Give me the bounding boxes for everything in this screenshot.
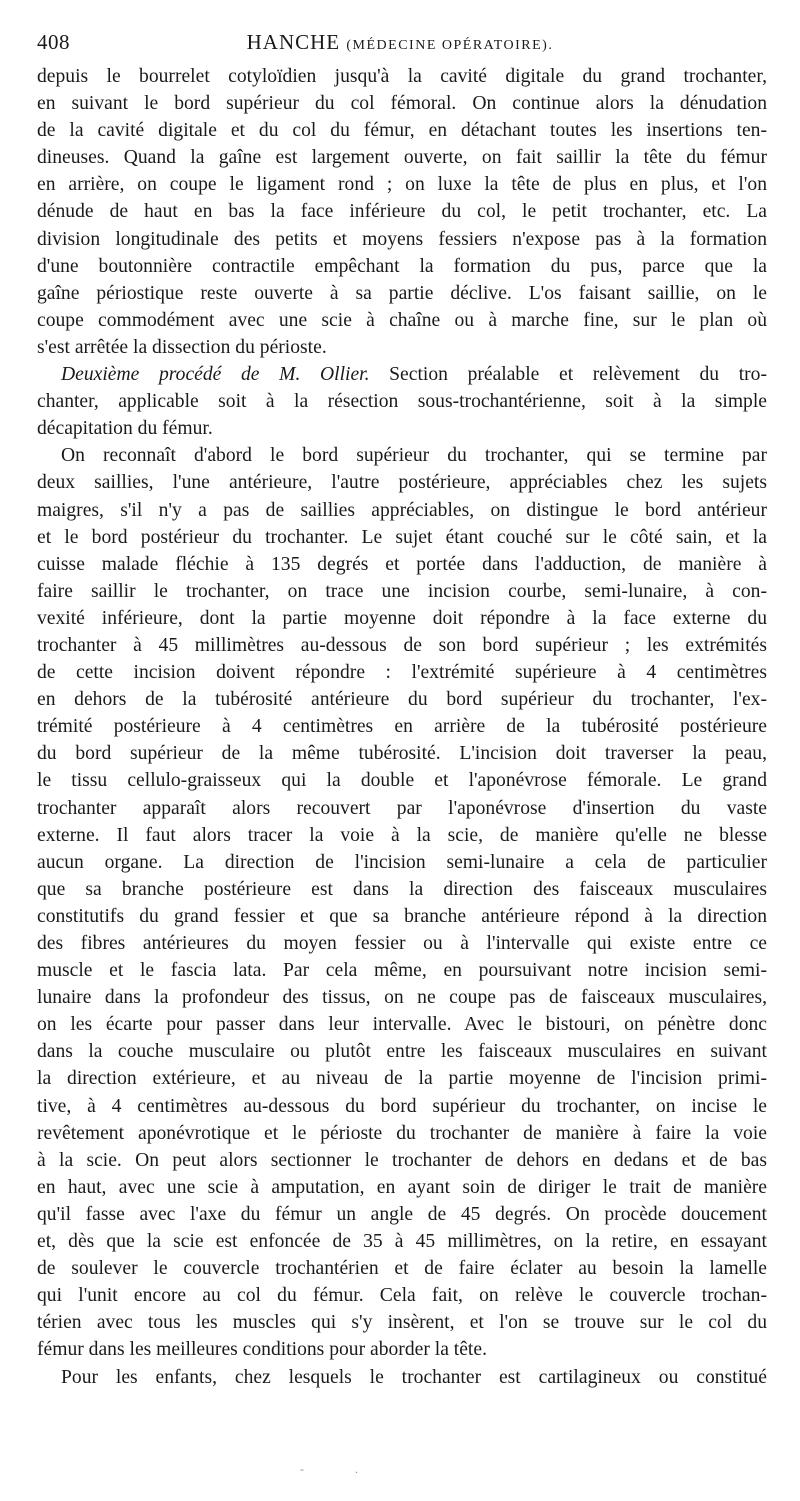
text-line: constitutifs du grand fessier et que sa branche antérieure répond à la direction <box>37 905 767 927</box>
text-line: qu'il fasse avec l'axe du fémur un angle de 45 degrés. On procède doucement <box>37 1203 767 1225</box>
text-line: dans la couche musculaire ou plutôt entre les faisceaux musculaires en suivant <box>37 1041 767 1063</box>
text-line: et le bord postérieur du trochanter. Le sujet étant couché sur le côté sain, et la <box>37 526 767 548</box>
text-line: division longitudinale des petits et moyens fessiers n'expose pas à la formation <box>37 228 767 250</box>
text-line: qui l'unit encore au col du fémur. Cela fait, on relève le couvercle trochan- <box>37 1285 767 1307</box>
text-line: s'est arrêtée la dissection du périoste. <box>37 336 327 358</box>
text-line: faire saillir le trochanter, on trace une incision courbe, semi-lunaire, à con- <box>37 580 767 602</box>
text-line: gaîne périostique reste ouverte à sa partie déclive. L'os faisant saillie, on le <box>37 282 767 304</box>
text-line: des fibres antérieures du moyen fessier ou à l'intervalle qui existe entre ce <box>37 933 767 954</box>
text-line: tive, à 4 centimètres au-dessous du bord supérieur du trochanter, on incise le <box>37 1095 767 1117</box>
page-number: 408 <box>37 30 70 54</box>
running-head <box>37 30 763 60</box>
text-line: d'une boutonnière contractile empêchant la formation du pus, parce que la <box>37 255 767 277</box>
text-line: muscle et le fascia lata. Par cela même, en poursuivant notre incision semi- <box>37 960 767 982</box>
text-line: trémité postérieure à 4 centimètres en arrière de la tubérosité postérieure <box>37 716 767 738</box>
text-line: le tissu cellulo-graisseux qui la double et l'aponévrose fémorale. Le grand <box>37 770 767 792</box>
text-line: à la scie. On peut alors sectionner le trochanter de dehors en dedans et de bas <box>37 1149 767 1171</box>
text-line: aucun organe. La direction de l'incision semi-lunaire a cela de particulier <box>37 851 767 873</box>
text-line: maigres, s'il n'y a pas de saillies appréciables, on distingue le bord antérieur <box>37 499 767 521</box>
text-line: Pour les enfants, chez lesquels le trochanter est cartilagineux ou constitué <box>61 1366 767 1388</box>
text-line: depuis le bourrelet cotyloïdien jusqu'à la cavité digitale du grand trochanter, <box>37 66 767 87</box>
text-line: On reconnaît d'abord le bord supérieur du trochanter, qui se termine par <box>61 445 767 467</box>
footer-marks: - . <box>300 1462 382 1476</box>
running-title-sub: (MÉDECINE OPÉRATOIRE). <box>346 38 554 53</box>
text-line: et, dès que la scie est enfoncée de 35 à 45 millimètres, on la retire, en essayant <box>37 1231 767 1253</box>
body-text <box>37 63 767 1391</box>
text-line: deux saillies, l'une antérieure, l'autre postérieure, appréciables chez les sujets <box>37 472 767 494</box>
paragraph-lead-line <box>37 361 767 388</box>
text-line: de cette incision doivent répondre : l'extrémité supérieure à 4 centimètres <box>37 662 767 684</box>
text-line: trochanter apparaît alors recouvert par l'aponévrose d'insertion du vaste <box>37 797 767 819</box>
running-title <box>37 30 763 55</box>
text-line: lunaire dans la profondeur des tissus, on ne coupe pas de faisceaux musculaires, <box>37 987 767 1009</box>
text-line: térien avec tous les muscles qui s'y insèrent, et l'on se trouve sur le col du <box>37 1312 767 1334</box>
text-line: décapitation du fémur. <box>37 418 213 440</box>
text-line: en dehors de la tubérosité antérieure du bord supérieur du trochanter, l'ex- <box>37 689 767 711</box>
text-line: la direction extérieure, et au niveau de la partie moyenne de l'incision primi- <box>37 1068 767 1090</box>
text-line: coupe commodément avec une scie à chaîne ou à marche fine, sur le plan où <box>37 309 767 331</box>
text-line: fémur dans les meilleures conditions pour aborder la tête. <box>37 1339 487 1361</box>
text-line: en suivant le bord supérieur du col fémoral. On continue alors la dénudation <box>37 93 767 115</box>
text-line: on les écarte pour passer dans leur intervalle. Avec le bistouri, on pénètre donc <box>37 1014 767 1036</box>
text-line: de soulever le couvercle trochantérien et de faire éclater au besoin la lamelle <box>37 1258 767 1280</box>
text-line: en haut, avec une scie à amputation, en ayant soin de diriger le trait de manière <box>37 1176 767 1198</box>
text-line: externe. Il faut alors tracer la voie à la scie, de manière qu'elle ne blesse <box>37 824 767 846</box>
text-line-fragment: Section préalable et relèvement du tro- <box>389 364 767 386</box>
text-line: cuisse malade fléchie à 135 degrés et portée dans l'adduction, de manière à <box>37 553 767 575</box>
text-line: revêtement aponévrotique et le périoste du trochanter de manière à faire la voie <box>37 1122 767 1144</box>
text-line: en arrière, on coupe le ligament rond ; on luxe la tête de plus en plus, et l'on <box>37 174 767 196</box>
text-line: trochanter à 45 millimètres au-dessous de son bord supérieur ; les extrémités <box>37 634 767 656</box>
text-line: que sa branche postérieure est dans la direction des faisceaux musculaires <box>37 878 767 900</box>
text-line: de la cavité digitale et du col du fémur, en détachant toutes les insertions ten- <box>37 120 767 142</box>
text-line: dineuses. Quand la gaîne est largement ouverte, on fait saillir la tête du fémur <box>37 147 767 169</box>
text-line: vexité inférieure, dont la partie moyenne doit répondre à la face externe du <box>37 607 767 629</box>
running-title-main: HANCHE <box>246 30 341 54</box>
procedure-heading: Deuxième procédé de M. Ollier. <box>61 364 370 386</box>
text-line: dénude de haut en bas la face inférieure du col, le petit trochanter, etc. La <box>37 201 767 223</box>
text-line: du bord supérieur de la même tubérosité. L'incision doit traverser la peau, <box>37 743 767 765</box>
text-line: chanter, applicable soit à la résection sous-trochantérienne, soit à la simple <box>37 391 767 413</box>
